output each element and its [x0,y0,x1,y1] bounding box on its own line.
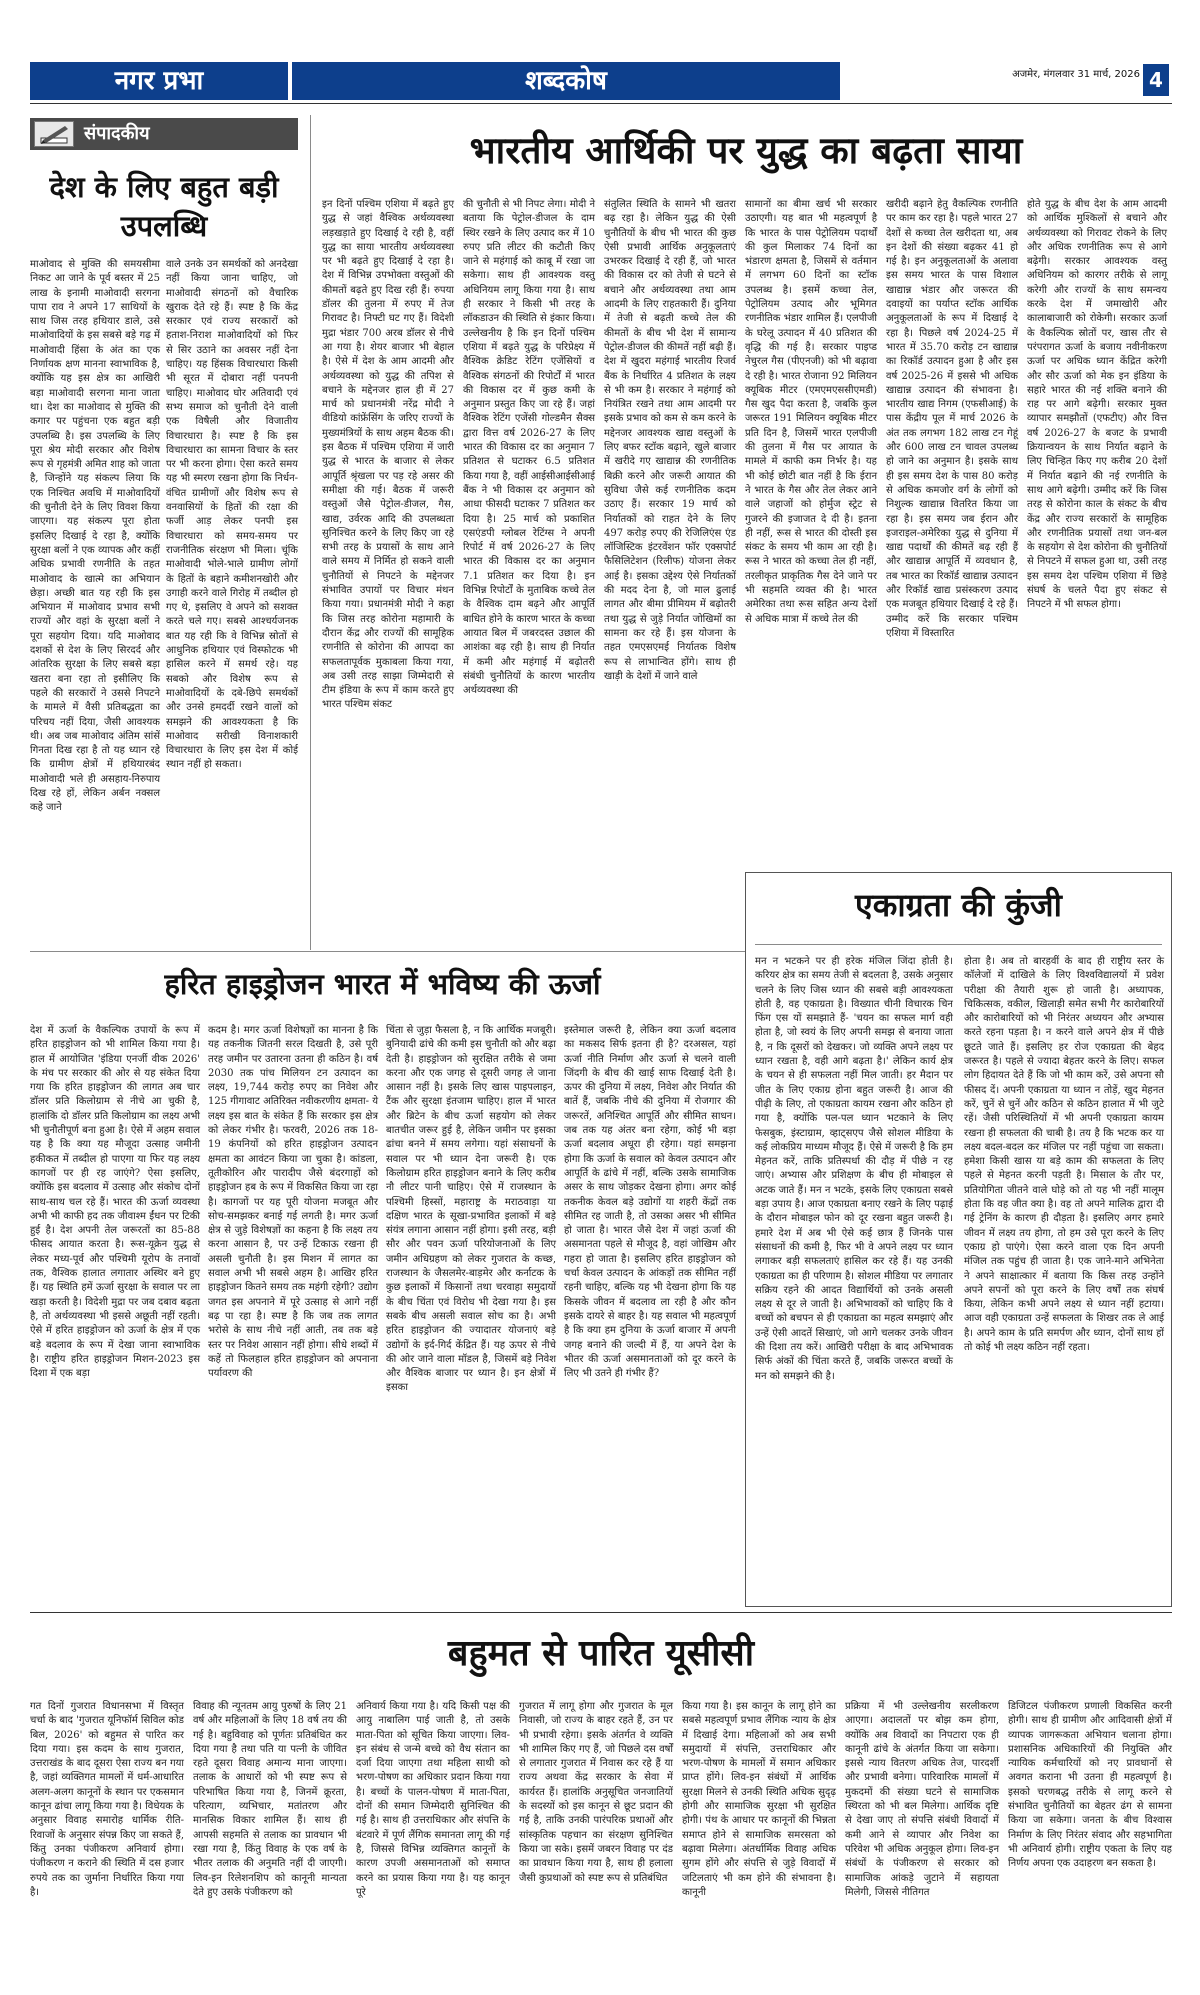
lead-column-1: इन दिनों पश्चिम एशिया में बढ़ते हुए युद्ध से जहां वैश्विक अर्थव्यवस्था लड़खड़ाते हुए दिखाई दे रही है, वहीं युद्ध का साया भारतीय अर्थव्यवस्था पर भी बढ़ते हुए दिखाई दे रहा है। देश में विभिन्न उपभोक्ता वस्तुओं की कीमतों बढ़ते हुए दिख रही हैं। रुपया डॉलर की तुलना में रुपए में तेज गिरावट है। निफ्टी घट गए हैं। विदेशी मुद्रा भंडार 700 अरब डॉलर से नीचे आ गया है। शेयर बाजार भी बेहाल है। ऐसे में देश के आम आदमी और अर्थव्यवस्था को युद्ध की तपिश से बचाने के मद्देनजर हाल ही में 27 मार्च को प्रधानमंत्री नरेंद्र मोदी ने वीडियो कांफ्रेंसिंग के जरिए राज्यों के मुख्यमंत्रियों के साथ अहम बैठक की। इस बैठक में पश्चिम एशिया में जारी युद्ध से भारत के बाजार से लेकर आपूर्ति श्रृंखला पर पड़ रहे असर की समीक्षा की गई। बैठक में जरूरी वस्तुओं जैसे पेट्रोल-डीजल, गैस, खाद्य, उर्वरक आदि की उपलब्धता सुनिश्चित करने के लिए किए जा रहे सभी तरह के प्रयासों के साथ आने वाले समय में निर्मित हो सकने वाली चुनौतियों से निपटने के मद्देनजर संभावित उपायों पर विचार मंथन किया गया। प्रधानमंत्री मोदी ने कहा कि जिस तरह कोरोना महामारी के दौरान केंद्र और राज्यों की सामूहिक रणनीति से कोरोना की आपदा का सफलतापूर्वक मुकाबला किया गया, अब उसी तरह साझा जिम्मेदारी से टीम इंडिया के रूप में काम करते हुए भारत पश्चिम संकट [322,199,458,711]
editorial-headline: देश के लिए बहुत बड़ी उपलब्धि [49,170,279,243]
hydrogen-column-1: देश में ऊर्जा के वैकल्पिक उपायों के रूप में हरित हाइड्रोजन को भी शामिल किया गया है। हाल में आयोजित 'इंडिया एनर्जी वीक 2026' के मंच पर सरकार की ओर से यह संकेत दिया गया कि हरित हाइड्रोजन की लागत अब चार डॉलर प्रति किलोग्राम से नीचे आ चुकी है, हालांकि दो डॉलर प्रति किलोग्राम का लक्ष्य अभी भी चुनौतीपूर्ण बना हुआ है। ऐसे में अहम सवाल यह है कि क्या यह मौजूदा उत्साह जमीनी हकीकत में तब्दील हो पाएगा या फिर यह लक्ष्य कागजों पर ही रह जाएंगे? ऐसा इसलिए, क्योंकि इस बदलाव में उत्साह और संकोच दोनों साथ-साथ चल रहे हैं। भारत की ऊर्जा व्यवस्था अभी भी काफी हद तक जीवाश्म ईंधन पर टिकी हुई है। देश अपनी तेल जरूरतों का 85-88 फीसद आयात करता है। रूस-यूक्रेन युद्ध से लेकर मध्य-पूर्व और पश्चिमी यूरोप के तनावों तक, वैश्विक हालात लगातार अस्थिर बने हुए हैं। यह स्थिति हमें ऊर्जा सुरक्षा के सवाल पर ला खड़ा करती है। विदेशी मुद्रा पर जब दबाव बढ़ता है, तो अर्थव्यवस्था भी इससे अछूती नहीं रहती। ऐसे में हरित हाइड्रोजन को ऊर्जा के क्षेत्र में एक बड़े बदलाव के रूप में देखा जाना स्वाभाविक है। राष्ट्रीय हरित हाइड्रोजन मिशन-2023 इस दिशा में एक बड़ा [30,1025,204,1380]
ucc-column-3: अनिवार्य किया गया है। यदि किसी पक्ष की आयु नाबालिग पाई जाती है, तो उसके माता-पिता को सूचित किया जाएगा। लिव-इन संबंध से जन्मे बच्चे को वैध संतान का दर्जा दिया जाएगा तथा महिला साथी को भरण-पोषण का अधिकार प्रदान किया गया है। बच्चों के पालन-पोषण में माता-पिता, दोनों की समान जिम्मेदारी सुनिश्चित की गई है। साथ ही उत्तराधिकार और संपत्ति के बंटवारे में पूर्ण लैंगिक समानता लागू की गई है, जिससे विभिन्न व्यक्तिगत कानूनों के कारण उपजी असमानताओं को समाप्त करने का प्रयास किया गया है। यह कानून पूरे [356,1701,514,1898]
section-band-right [292,62,840,100]
section-title-left: नगर प्रभा [114,66,204,96]
hydrogen-column-4: इस्तेमाल जरूरी है, लेकिन क्या ऊर्जा बदलाव का मकसद सिर्फ इतना ही है? दरअसल, यहां ऊर्जा नीति निर्माण और ऊर्जा से चलने वाली जिंदगी के बीच की खाई साफ दिखाई देती है। ऊपर की दुनिया में लक्ष्य, निवेश और निर्यात की बातें हैं, जबकि नीचे की दुनिया में रोजगार की जरूरतें, अनिश्चित आपूर्ति और सीमित साधन। जब तक यह अंतर बना रहेगा, कोई भी बड़ा ऊर्जा बदलाव अधूरा ही रहेगा। यहां समझना होगा कि ऊर्जा के सवाल को केवल उत्पादन और आपूर्ति के ढांचे में नहीं, बल्कि उसके सामाजिक असर के साथ जोड़कर देखना होगा। अगर कोई तकनीक केवल बड़े उद्योगों या शहरी केंद्रों तक सीमित रह जाती है, तो उसका असर भी सीमित हो जाता है। भारत जैसे देश में जहां ऊर्जा की असमानता पहले से मौजूद है, वहां जोखिम और गहरा हो जाता है। इसलिए हरित हाइड्रोजन को चर्चा केवल उत्पादन के आंकड़ों तक सीमित नहीं रहनी चाहिए, बल्कि यह भी देखना होगा कि यह किसके जीवन में बदलाव ला रही है और कौन इसके दायरे से बाहर है। यह सवाल भी महत्वपूर्ण है कि क्या हम दुनिया के ऊर्जा बाजार में अपनी जगह बनाने की जल्दी में हैं, या अपने देश के भीतर की ऊर्जा असमानताओं को दूर करने के लिए भी उतने ही गंभीर हैं? [564,1025,740,1380]
concentration-column-1: मन न भटकने पर ही हरेक मंजिल जिंदा होती है। करियर क्षेत्र का समय तेजी से बदलता है, उसके अनुसार चलने के लिए जिस ध्यान की सबसे बड़ी आवश्यकता होती है, वह एकाग्रता है। विख्यात चीनी विचारक चिन फिंग एस यों समझाते हैं- 'चयन का सफल मार्ग वही होता है, जो स्वयं के लिए अपनी समझ से बनाया जाता है, न कि दूसरों को देखकर। जो व्यक्ति अपने लक्ष्य पर ध्यान रखता है, वही आगे बढ़ता है।' लेकिन कार्य क्षेत्र के चयन से ही सफलता नहीं मिल जाती। हर मैदान पर जीत के लिए एकाग्र होना बहुत जरूरी है। आज की पीढ़ी के लिए, तो एकाग्रता कायम रखना और कठिन हो गया है, क्योंकि पल-पल ध्यान भटकाने के लिए फेसबुक, इंस्टाग्राम, व्हाट्सएप जैसे सोशल मीडिया के कई लोकप्रिय माध्यम मौजूद हैं। ऐसे में जरूरी है कि हम मेहनत करें, ताकि प्रतिस्पर्धा की दौड़ में पीछे न रह जाएं। अभ्यास और प्रशिक्षण के बीच ही मोबाइल से अटक जाते हैं। मन न भटके, इसके लिए एकाग्रता सबसे बड़ा उपाय है। आज एकाग्रता बनाए रखने के लिए पढ़ाई के दौरान मोबाइल फोन को दूर रखना बहुत जरूरी है। हमारे देश में अब भी ऐसे कई छात्र हैं जिनके पास संसाधनों की कमी है, फिर भी वे अपने लक्ष्य पर ध्यान लगाकर बड़ी सफलताएं हासिल कर रहे हैं। यह उनकी एकाग्रता का ही परिणाम है। सोशल मीडिया पर लगातार सक्रिय रहने की आदत विद्यार्थियों को उनके असली लक्ष्य से दूर ले जाती है। अभिभावकों को चाहिए कि वे बच्चों को बचपन से ही एकाग्रता का महत्व समझाएं और उन्हें ऐसी आदतें सिखाएं, जो आगे चलकर उनके जीवन की दिशा तय करें। आखिरी परीक्षा के बाद अभिभावक सिर्फ अंकों की चिंता करते हैं, जबकि जरूरत बच्चों के मन को समझने की है। [755,956,957,1382]
ucc-column-1: गत दिनों गुजरात विधानसभा में विस्तृत चर्चा के बाद 'गुजरात यूनिफॉर्म सिविल कोड बिल, 2026' को बहुमत से पारित कर दिया गया। इस कदम के साथ गुजरात, उत्तराखंड के बाद दूसरा ऐसा राज्य बन गया है, जहां व्यक्तिगत मामलों में धर्म-आधारित अलग-अलग कानूनों के स्थान पर एकसमान कानून ढांचा लागू किया गया है। विधेयक के अनुसार विवाह समारोह धार्मिक रीति-रिवाजों के अनुसार संपन्न किए जा सकते हैं, किंतु उनका पंजीकरण अनिवार्य होगा। पंजीकरण न कराने की स्थिति में दस हजार रुपये तक का जुर्माना निर्धारित किया गया है। [30,1701,188,1898]
lead-column-4: सामानों का बीमा खर्च भी सरकार उठाएगी। यह बात भी महत्वपूर्ण है कि भारत के पास पेट्रोलियम पदार्थों की कुल मिलाकर 74 दिनों का भंडारण क्षमता है, जिसमें से वर्तमान में लगभग 60 दिनों का स्टॉक उपलब्ध है। इसमें कच्चा तेल, पेट्रोलियम उत्पाद और भूमिगत रणनीतिक भंडार शामिल हैं। एलपीजी के घरेलू उत्पादन में 40 प्रतिशत की वृद्धि की गई है। सरकार पाइप्ड नेचुरल गैस (पीएनजी) को भी बढ़ावा दे रही है। भारत रोजाना 92 मिलियन क्यूबिक मीटर (एमएमएससीएमडी) गैस खुद पैदा करता है, जबकि कुल जरूरत 191 मिलियन क्यूबिक मीटर प्रति दिन है, जिसमें भारत एलपीजी की तुलना में गैस पर आयात के मामले में काफी कम निर्भर है। यह भी कोई छोटी बात नहीं है कि ईरान ने भारत के गैस और तेल लेकर आने वाले जहाजों को होर्मुज स्ट्रेट से गुजरने की इजाजत दे दी है। इतना ही नहीं, रूस से भारत की दोस्ती इस संकट के समय भी काम आ रही है। रूस ने भारत को कच्चा तेल ही नहीं, तरलीकृत प्राकृतिक गैस देने जाने पर भी सहमति व्यक्त की है। भारत अमेरिका तथा रूस सहित अन्य देशों से अधिक मात्रा में कच्चे तेल की [745,199,881,625]
hydrogen-column-3: चिंता से जुड़ा फैसला है, न कि आर्थिक मजबूरी। बुनियादी ढांचे की कमी इस चुनौती को और बढ़ा देती है। हाइड्रोजन को सुरक्षित तरीके से जमा करना और एक जगह से दूसरी जगह ले जाना आसान नहीं है। इसके लिए खास पाइपलाइन, टैंक और सुरक्षा इंतजाम चाहिए। हाल में भारत और ब्रिटेन के बीच ऊर्जा सहयोग को लेकर बातचीत जरूर हुई है, लेकिन जमीन पर इसका ढांचा बनने में समय लगेगा। यहां संसाधनों के सवाल पर भी ध्यान देना जरूरी है। एक किलोग्राम हरित हाइड्रोजन बनाने के लिए करीब नौ लीटर पानी चाहिए। ऐसे में राजस्थान के पश्चिमी हिस्सों, महाराष्ट्र के मराठवाड़ा या दक्षिण भारत के सूखा-प्रभावित इलाकों में बड़े संयंत्र लगाना आसान नहीं होगा। इसी तरह, बड़ी सौर और पवन ऊर्जा परियोजनाओं के लिए जमीन अधिग्रहण को लेकर गुजरात के कच्छ, राजस्थान के जैसलमेर-बाड़मेर और कर्नाटक के कुछ इलाकों में किसानों तथा चरवाहा समुदायों के बीच चिंता एवं विरोध भी देखा गया है। इस सबके बीच असली सवाल सोच का है। अभी हरित हाइड्रोजन की ज्यादातर योजनाएं बड़े उद्योगों के इर्द-गिर्द केंद्रित हैं। यह ऊपर से नीचे की ओर जाने वाला मॉडल है, जिसमें बड़े निवेश और वैश्विक बाजार पर ध्यान है। इन क्षेत्रों में इसका [386,1025,560,1394]
ucc-column-5: किया गया है। इस कानून के लागू होने का सबसे महत्वपूर्ण प्रभाव लैंगिक न्याय के क्षेत्र में दिखाई देगा। महिलाओं को अब सभी समुदायों में संपत्ति, उत्तराधिकार और भरण-पोषण के मामलों में समान अधिकार प्राप्त होंगे। लिव-इन संबंधों में आर्थिक सुरक्षा मिलने से उनकी स्थिति अधिक सुदृढ़ होगी और सामाजिक सुरक्षा भी सुरक्षित होगी। पंथ के आधार पर कानूनों की भिन्नता समाप्त होने से सामाजिक समरसता को बढ़ावा मिलेगा। अंतर्धार्मिक विवाह अधिक सुगम होंगे और संपत्ति से जुड़े विवादों में जटिलताएं भी कम होने की संभावना है। कानूनी [682,1701,840,1898]
lead-column-2: की चुनौती से भी निपट लेगा। मोदी ने बताया कि पेट्रोल-डीजल के दाम स्थिर रखने के लिए उत्पाद कर में 10 रुपए प्रति लीटर की कटौती किए जाने से महंगाई को काबू में रखा जा सकेगा। साथ ही आवश्यक वस्तु अधिनियम लागू किया गया है। साथ ही सरकार ने किसी भी तरह के लॉकडाउन की स्थिति से इंकार किया। उल्लेखनीय है कि इन दिनों पश्चिम एशिया में बढ़ते युद्ध के परिप्रेक्ष्य में वैश्विक क्रेडिट रेटिंग एजेंसियों व वैश्विक संगठनों की रिपोर्टों में भारत की विकास दर में कुछ कमी के अनुमान प्रस्तुत किए जा रहे हैं। जहां वैश्विक रेटिंग एजेंसी गोल्डमैन सैक्स द्वारा वित्त वर्ष 2026-27 के लिए भारत की विकास दर का अनुमान 7 प्रतिशत से घटाकर 6.5 प्रतिशत किया गया है, वहीं आईसीआईसीआई बैंक ने भी विकास दर अनुमान को आधा फीसदी घटाकर 7 प्रतिशत कर दिया है। 25 मार्च को प्रकाशित एसएंडपी ग्लोबल रेटिंग्स ने अपनी रिपोर्ट में वर्ष 2026-27 के लिए भारत की विकास दर का अनुमान 7.1 प्रतिशत कर दिया है। इन विभिन्न रिपोर्टों के मुताबिक कच्चे तेल के वैश्विक दाम बढ़ने और आपूर्ति बाधित होने के कारण भारत के कच्चा आयात बिल में जबरदस्त उछाल की आशंका बढ़ रही है। साथ ही निर्यात में कमी और महंगाई में बढ़ोतरी संबंधी चुनौतियों के कारण भारतीय अर्थव्यवस्था की [463,199,599,697]
ucc-headline: बहुमत से पारित यूसीसी [447,1632,755,1674]
lead-column-5: खरीदी बढ़ाने हेतु वैकल्पिक रणनीति पर काम कर रहा है। पहले भारत 27 देशों से कच्चा तेल खरीदता था, अब इन देशों की संख्या बढ़कर 41 हो गई है। इन अनुकूलताओं के अलावा इस समय भारत के पास विशाल खाद्यान्न भंडार और जरूरत की दवाइयों का पर्याप्त स्टॉक आर्थिक अनुकूलताओं के रूप में दिखाई दे रहा है। पिछले वर्ष 2024-25 में भारत में 35.70 करोड़ टन खाद्यान्न का रिकॉर्ड उत्पादन हुआ है और इस वर्ष 2025-26 में इससे भी अधिक खाद्यान्न उत्पादन की संभावना है। भारतीय खाद्य निगम (एफसीआई) के पास केंद्रीय पूल में मार्च 2026 के अंत तक लगभग 182 लाख टन गेहूं और 600 लाख टन चावल उपलब्ध हो जाने का अनुमान है। इसके साथ ही इस समय देश के पास 80 करोड़ से अधिक कमजोर वर्ग के लोगों को निशुल्क खाद्यान्न वितरित किया जा रहा है। इस समय जब ईरान और इजराइल-अमेरिका युद्ध से दुनिया में खाद्य पदार्थों की कीमतें बढ़ रही हैं और खाद्यान्न आपूर्ति में व्यवधान है, तब भारत का रिकॉर्ड खाद्यान्न उत्पादन और रिकॉर्ड खाद्य प्रसंस्करण उत्पाद एक मजबूत हथियार दिखाई दे रहे हैं। उम्मीद करें कि सरकार पश्चिम एशिया में विस्तारित [886,199,1022,639]
concentration-headline: एकाग्रता की कुंजी [855,886,1062,924]
ucc-column-7: डिजिटल पंजीकरण प्रणाली विकसित करनी होगी। साथ ही ग्रामीण और आदिवासी क्षेत्रों में व्यापक जागरूकता अभियान चलाना होगा। प्रशासनिक अधिकारियों की नियुक्ति और न्यायिक कर्मचारियों को नए प्रावधानों से अवगत कराना भी उतना ही महत्वपूर्ण है। इसको चरणबद्ध तरीके से लागू करने से संभावित चुनौतियों का बेहतर ढंग से सामना किया जा सकेगा। जनता के बीच विश्वास निर्माण के लिए निरंतर संवाद और सहभागिता भी अनिवार्य होगी। राष्ट्रीय एकता के लिए यह निर्णय अपना एक उदाहरण बन सकता है। [1008,1701,1176,1870]
concentration-column-2: होता है। अब तो बारहवीं के बाद ही राष्ट्रीय स्तर के कॉलेजों में दाखिले के लिए विश्वविद्यालयों में प्रवेश परीक्षा की तैयारी शुरू हो जाती है। अध्यापक, चिकित्सक, वकील, खिलाड़ी समेत सभी गैर कारोबारियों और कारोबारियों को भी निरंतर अध्ययन और अभ्यास करते रहना पड़ता है। न करने वाले अपने क्षेत्र में पीछे छूटते जाते हैं। इसलिए हर रोज एकाग्रता की बेहद जरूरत है। पहले से ज्यादा बेहतर करने के लिए। सफल लोग हिदायत देते हैं कि जो भी काम करें, उसे अपना सौ फीसद दें। अपनी एकाग्रता या ध्यान न तोड़ें, खुद मेहनत करें, चुनें से चुनें और कठिन से कठिन हालात में भी जुटे रहें। जैसी परिस्थितियों में भी अपनी एकाग्रता कायम रखना ही सफलता की चाबी है। तय है कि भटक कर या लक्ष्य बदल-बदल कर मंजिल पर नहीं पहुंचा जा सकता। हमेशा किसी खास या बड़े काम की सफलता के लिए पहले से मेहनत करनी पड़ती है। मिसाल के तौर पर, प्रतियोगिता जीतने वाले घोड़े को तो यह भी नहीं मालूम होता कि वह जीत क्या है। वह तो अपने मालिक द्वारा दी गई ट्रेनिंग के कारण ही दौड़ता है। इसलिए अगर हमारे जीवन में लक्ष्य तय होगा, तो हम उसे पूरा करने के लिए एकाग्र हो पाएंगे। ऐसा करने वाला एक दिन अपनी मंजिल तक पहुंच ही जाता है। एक जाने-माने अभिनेता ने अपने साक्षात्कार में बताया कि किस तरह उन्होंने अपने सपनों को पूरा करने के लिए वर्षों तक संघर्ष किया, लेकिन कभी अपने लक्ष्य से ध्यान नहीं हटाया। आज वही एकाग्रता उन्हें सफलता के शिखर तक ले आई है। अपने काम के प्रति समर्पण और ध्यान, दोनों साथ हों तो कोई भी लक्ष्य कठिन नहीं रहता। [964,956,1168,1354]
section-rule [30,951,745,952]
editorial-tag-label: संपादकीय [84,123,150,144]
editorial-column-1: माओवाद से मुक्ति की समयसीमा निकट आ जाने के पूर्व बस्तर में 25 लाख के इनामी माओवादी सरगना पापा राव ने अपने 17 साथियों के साथ जिस तरह हथियार डाले, उसे माओवादियों के इस सबसे बड़े गढ़ में माओवादी हिंसा के अंत का एक निर्णायक क्षण मानना स्वाभाविक है, क्योंकि यह इस क्षेत्र का आखिरी बड़ा माओवादी सरगना माना जाता था। देश का माओवाद से मुक्ति की कगार पर पहुंचना एक बहुत बड़ी उपलब्धि है। इस उपलब्धि के लिए पूरा श्रेय मोदी सरकार और विशेष रूप से गृहमंत्री अमित शाह को जाता है, जिन्होंने यह संकल्प लिया कि एक निश्चित अवधि में माओवादियों की चुनौती देने के लिए विवश किया जाएगा। यह संकल्प पूरा होता इसलिए दिखाई दे रहा है, क्योंकि सुरक्षा बलों ने एक व्यापक और कहीं अधिक प्रभावी रणनीति के तहत माओवाद के खात्मे का अभियान छेड़ा। अच्छी बात यह रही कि इस अभियान में माओवाद प्रभाव सभी राज्यों और वहां के सुरक्षा बलों ने पूरा सहयोग दिया। यदि माओवाद दशकों से देश के लिए सिरदर्द और आंतरिक सुरक्षा के लिए सबसे बड़ा खतरा बना रहा तो इसीलिए कि पहले की सरकारों ने उससे निपटने के मामले में वैसी प्रतिबद्धता का परिचय नहीं दिया, जैसी आवश्यक थी। अब जब माओवाद अंतिम सांसें गिनता दिख रहा है तो यह ध्यान रहे कि ग्रामीण क्षेत्रों में हथियारबंद माओवादी भले ही असहाय-निरुपाय दिख रहे हों, लेकिन अर्बन नक्सल कहे जाने [30,259,164,814]
ucc-column-6: प्रक्रिया में भी उल्लेखनीय सरलीकरण आएगा। अदालतों पर बोझ कम होगा, क्योंकि अब विवादों का निपटारा एक ही कानूनी ढांचे के अंतर्गत किया जा सकेगा। इससे न्याय वितरण अधिक तेज, पारदर्शी और प्रभावी बनेगा। पारिवारिक मामलों में मुकदमों की संख्या घटने से सामाजिक स्थिरता को भी बल मिलेगा। आर्थिक दृष्टि से देखा जाए तो संपत्ति संबंधी विवादों में कमी आने से व्यापार और निवेश का परिवेश भी अधिक अनुकूल होगा। लिव-इन संबंधों के पंजीकरण से सरकार को सामाजिक आंकड़े जुटाने में सहायता मिलेगी, जिससे नीतिगत [845,1701,1003,1898]
section-band-left [30,62,288,100]
editorial-tag [30,118,298,150]
lead-column-3: संतुलित स्थिति के सामने भी खतरा बढ़ रहा है। लेकिन युद्ध की ऐसी चुनौतियों के बीच भी भारत की कुछ ऐसी प्रभावी आर्थिक अनुकूलताएं उभरकर दिखाई दे रही हैं, जो भारत की विकास दर को तेजी से घटने से बचाने और अर्थव्यवस्था तथा आम आदमी के लिए राहतकारी हैं। दुनिया में तेजी से बढ़ती कच्चे तेल की कीमतों के बीच भी देश में सामान्य पेट्रोल-डीजल की कीमतें नहीं बढ़ी हैं। देश में खुदरा महंगाई भारतीय रिजर्व बैंक के निर्धारित 4 प्रतिशत के लक्ष्य से भी कम है। सरकार ने महंगाई को नियंत्रित रखने तथा आम आदमी पर इसके प्रभाव को कम से कम करने के मद्देनजर आवश्यक खाद्य वस्तुओं के लिए बफर स्टॉक बढ़ाने, खुले बाजार में खरीदे गए खाद्यान्न की रणनीतिक बिक्री करने और जरूरी आयात की सुविधा जैसे कई रणनीतिक कदम उठाए हैं। सरकार 19 मार्च को निर्यातकों को राहत देने के लिए 497 करोड़ रुपए की रेजिलिएंस एंड लॉजिस्टिक इंटरवेंशन फॉर एक्सपोर्ट फैसिलिटेशन (रिलीफ) योजना लेकर आई है। इसका उद्देश्य ऐसे निर्यातकों की मदद देना है, जो माल ढुलाई लागत और बीमा प्रीमियम में बढ़ोतरी तथा युद्ध से जुड़े निर्यात जोखिमों का सामना कर रहे हैं। इस योजना के तहत एमएसएमई निर्यातक विशेष रूप से लाभान्वित होंगे। साथ ही खाड़ी के देशों में जाने वाले [604,199,740,682]
hydrogen-headline: हरित हाइड्रोजन भारत में भविष्य की ऊर्जा [164,967,601,1001]
ucc-column-4: गुजरात में लागू होगा और गुजरात के मूल निवासी, जो राज्य के बाहर रहते हैं, उन पर भी प्रभावी रहेगा। इसके अंतर्गत वे व्यक्ति भी शामिल किए गए हैं, जो पिछले दस वर्षों से लगातार गुजरात में निवास कर रहे हैं या राज्य अथवा केंद्र सरकार के सेवा में कार्यरत हैं। हालांकि अनुसूचित जनजातियों के सदस्यों को इस कानून से छूट प्रदान की गई है, ताकि उनकी पारंपरिक प्रथाओं और सांस्कृतिक पहचान का संरक्षण सुनिश्चित किया जा सके। इसमें जबरन विवाह पर दंड का प्रावधान किया गया है, साथ ही हलाला जैसी कुप्रथाओं को स्पष्ट रूप से प्रतिबंधित [519,1701,677,1884]
section-title-right: शब्दकोष [525,66,607,96]
page-number: 4 [1143,64,1169,96]
concentration-rule [755,944,1162,945]
ucc-column-2: विवाह की न्यूनतम आयु पुरुषों के लिए 21 वर्ष और महिलाओं के लिए 18 वर्ष तय की गई है। बहुविवाह को पूर्णतः प्रतिबंधित कर दिया गया है तथा पति या पत्नी के जीवित रहते दूसरा विवाह अमान्य माना जाएगा। तलाक के आधारों को भी स्पष्ट रूप से परिभाषित किया गया है, जिनमें क्रूरता, परित्याग, व्यभिचार, मतांतरण और मानसिक विकार शामिल हैं। साथ ही आपसी सहमति से तलाक का प्रावधान भी रखा गया है, किंतु विवाह के एक वर्ष के भीतर तलाक की अनुमति नहीं दी जाएगी। लिव-इन रिलेशनशिप को कानूनी मान्यता देते हुए उसके पंजीकरण को [193,1701,351,1898]
lead-headline: भारतीय आर्थिकी पर युद्ध का बढ़ता साया [469,128,1023,172]
pen-writing-icon [34,121,74,147]
lead-column-6: होते युद्ध के बीच देश के आम आदमी को आर्थिक मुश्किलों से बचाने और अर्थव्यवस्था को गिरावट रोकने के लिए और अधिक रणनीतिक रूप से आगे बढ़ेगी। सरकार आवश्यक वस्तु अधिनियम को कारगर तरीके से लागू करेगी और राज्यों के साथ समन्वय करके देश में जमाखोरी और कालाबाजारी को रोकेगी। सरकार ऊर्जा के वैकल्पिक स्रोतों पर, खास तौर से परंपरागत ऊर्जा के बजाय नवीनीकरण ऊर्जा पर अधिक ध्यान केंद्रित करेगी और सौर ऊर्जा को मेक इन इंडिया के सहारे भारत की नई शक्ति बनाने की राह पर आगे बढ़ेगी। सरकार मुक्त व्यापार समझौतों (एफटीए) और वित्त वर्ष 2026-27 के बजट के प्रभावी क्रियान्वयन के साथ निर्यात बढ़ाने के लिए चिन्हित किए गए करीब 20 देशों में निर्यात बढ़ाने की नई रणनीति के साथ आगे बढ़ेगी। उम्मीद करें कि जिस तरह से कोरोना काल के संकट के बीच केंद्र और राज्य सरकारों के सामूहिक और रणनीतिक प्रयासों तथा जन-बल के सहयोग से देश कोरोना की चुनौतियों से निपटने में सफल हुआ था, उसी तरह इस समय देश पश्चिम एशिया में छिड़े संघर्ष के चलते पैदा हुए संकट से निपटने में भी सफल होगा। [1027,199,1171,611]
bottom-section-rule [30,1612,1172,1613]
hydrogen-column-2: कदम है। मगर ऊर्जा विशेषज्ञों का मानना है कि यह तकनीक जितनी सरल दिखती है, उसे पूरी तरह जमीन पर उतारना उतना ही कठिन है। वर्ष 2030 तक पांच मिलियन टन उत्पादन का लक्ष्य, 19,744 करोड़ रुपए का निवेश और 125 गीगावाट अतिरिक्त नवीकरणीय क्षमता- ये लक्ष्य इस बात के संकेत हैं कि सरकार इस क्षेत्र को लेकर गंभीर है। फरवरी, 2026 तक 18-19 कंपनियों को हरित हाइड्रोजन उत्पादन क्षमता का आवंटन किया जा चुका है। कांडला, तूतीकोरिन और पारादीप जैसे बंदरगाहों को हाइड्रोजन हब के रूप में विकसित किया जा रहा है। कागजों पर यह पूरी योजना मजबूत और सोच-समझकर बनाई गई लगती है। मगर ऊर्जा क्षेत्र से जुड़े विशेषज्ञों का कहना है कि लक्ष्य तय करना आसान है, पर उन्हें टिकाऊ रखना ही असली चुनौती है। इस मिशन में लागत का सवाल अभी भी सबसे अहम है। आखिर हरित हाइड्रोजन कितने समय तक महंगी रहेगी? उद्योग जगत इस अपनाने में पूरे उत्साह से आगे नहीं बढ़ पा रहा है। स्पष्ट है कि जब तक लागत भरोसे के साथ नीचे नहीं आती, तब तक बड़े स्तर पर निवेश आसान नहीं होगा। सीधे शब्दों में कहें तो फिलहाल हरित हाइड्रोजन को अपनाना पर्यावरण की [208,1025,382,1380]
editorial-column-2: वाले उनके उन समर्थकों को अनदेखा नहीं किया जाना चाहिए, जो माओवादी संगठनों को वैचारिक खुराक देते रहे हैं। स्पष्ट है कि केंद्र सरकार एवं राज्य सरकारों को हताश-निराश माओवादियों को फिर से सिर उठाने का अवसर नहीं देना चाहिए। यह हिंसक विचारधारा किसी भी सूरत में दोबारा नहीं पनपनी चाहिए। माओवाद घोर अतिवादी एवं सभ्य समाज को चुनौती देने वाली एक विषैली और विजातीय विचारधारा है। स्पष्ट है कि इस विचारधारा का सामना विचार के स्तर पर भी करना होगा। ऐसा करते समय यह भी स्मरण रखना होगा कि निर्धन-वंचित ग्रामीणों और विशेष रूप से वनवासियों के हितों की रक्षा की फर्जी आड़ लेकर पनपी इस विचारधारा को समय-समय पर राजनीतिक संरक्षण भी मिला। चूंकि माओवादी भोले-भाले ग्रामीण लोगों के हितों के बहाने कमीशनखोरी और उगाही करने वाले गिरोह में तब्दील हो गए थे, इसलिए वे अपने को सशक्त करते चले गए। सबसे आश्चर्यजनक बात यह रही कि वे विभिन्न स्रोतों से आधुनिक हथियार एवं विस्फोटक भी हासिल करने में समर्थ रहे। यह सबको और विशेष रूप से माओवादियों के दबे-छिपे समर्थकों और उनसे हमदर्दी रखने वालों को समझने की आवश्यकता है कि माओवाद सरीखी विनाशकारी विचारधारा के लिए इस देश में कोई स्थान नहीं हो सकता। [166,259,302,771]
column-rule [310,115,311,950]
masthead-rule [30,103,1172,104]
dateline: अजमेर, मंगलवार 31 मार्च, 2026 [1012,69,1140,80]
